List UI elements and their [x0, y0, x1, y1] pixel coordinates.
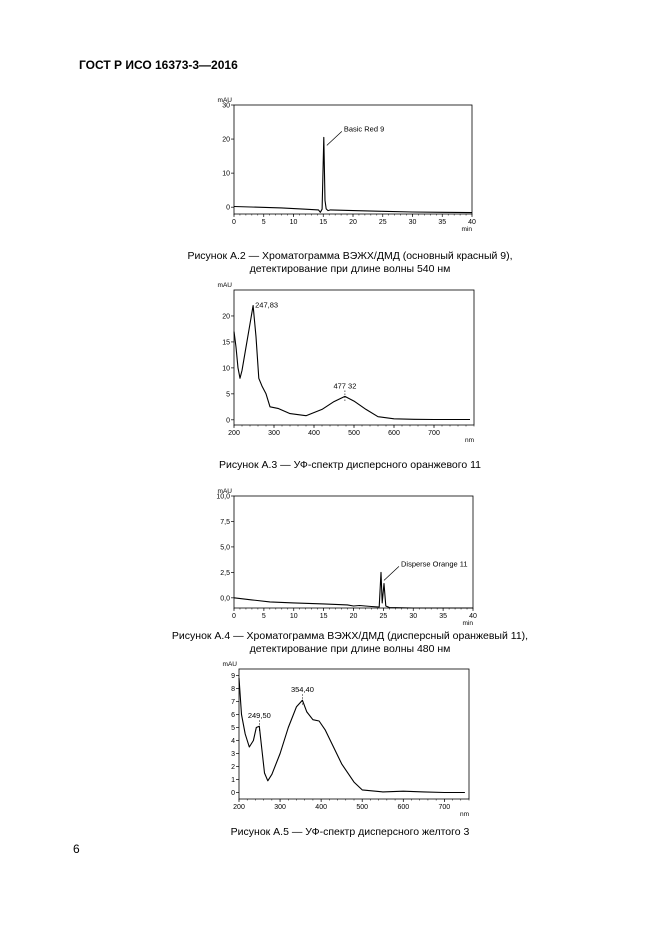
- x-axis-unit: min: [461, 226, 472, 233]
- caption-figure-a5: [100, 826, 600, 839]
- x-tick-label: 15: [319, 219, 328, 226]
- x-tick-label: 700: [428, 430, 440, 437]
- x-tick-label: 0: [232, 219, 236, 226]
- x-tick-label: 300: [274, 804, 286, 811]
- x-tick-label: 300: [268, 430, 280, 437]
- x-tick-label: 10: [289, 613, 298, 620]
- x-axis-unit: nm: [459, 811, 469, 818]
- y-tick-label: 9: [231, 673, 235, 680]
- x-tick-label: 500: [348, 430, 360, 437]
- y-tick-label: 0: [226, 204, 230, 212]
- x-tick-label: 200: [228, 430, 240, 437]
- caption-line: детектирование при длине волны 480 нм: [249, 643, 451, 655]
- caption-line: Рисунок А.2 — Хроматограмма ВЭЖХ/ДМД (основный красный 9),: [187, 250, 513, 262]
- peak-label: 249,50: [247, 711, 271, 721]
- peak-label: 247,83: [255, 300, 279, 310]
- x-tick-label: 35: [438, 219, 447, 226]
- peak-label: Basic Red 9: [343, 124, 385, 134]
- x-tick-label: 15: [319, 613, 328, 620]
- y-tick-label: 3: [231, 751, 235, 758]
- x-tick-label: 400: [308, 430, 320, 437]
- x-tick-label: 40: [468, 219, 476, 226]
- x-tick-label: 10: [289, 219, 298, 226]
- y-tick-label: 20: [222, 136, 230, 144]
- caption-line: детектирование при длине волны 540 нм: [249, 263, 451, 275]
- y-tick-label: 20: [222, 313, 230, 321]
- x-tick-label: 600: [388, 430, 400, 437]
- caption-line: Рисунок А.5 — УФ-спектр дисперсного желтого 3: [230, 826, 470, 838]
- x-tick-label: 25: [379, 613, 388, 620]
- y-tick-label: 1: [231, 777, 235, 784]
- x-tick-label: 30: [408, 219, 417, 226]
- x-tick-label: 200: [233, 804, 245, 811]
- y-tick-label: 2,5: [220, 569, 230, 577]
- y-axis-unit: mAU: [222, 661, 237, 668]
- page-number: 6: [73, 842, 80, 856]
- x-tick-label: 40: [469, 613, 477, 620]
- x-tick-label: 5: [261, 219, 266, 226]
- y-tick-label: 0: [226, 417, 230, 425]
- y-tick-label: 10: [222, 170, 230, 178]
- y-axis-unit: mAU: [217, 97, 232, 104]
- y-tick-label: 30: [222, 102, 230, 110]
- y-tick-label: 5: [231, 725, 235, 732]
- x-tick-label: 35: [439, 613, 448, 620]
- x-axis-unit: min: [462, 620, 473, 627]
- y-tick-label: 10,0: [216, 493, 230, 501]
- y-tick-label: 5,0: [220, 544, 230, 552]
- x-tick-label: 500: [356, 804, 369, 811]
- y-tick-label: 6: [231, 712, 235, 719]
- x-tick-label: 600: [397, 804, 410, 811]
- caption-line: Рисунок А.4 — Хроматограмма ВЭЖХ/ДМД (дисперсный оранжевый 11),: [171, 630, 529, 642]
- x-tick-label: 400: [315, 804, 327, 811]
- x-tick-label: 0: [232, 613, 236, 620]
- y-tick-label: 10: [222, 365, 230, 373]
- y-axis-unit: mAU: [217, 488, 232, 495]
- caption-line: Рисунок А.3 — УФ-спектр дисперсного оранжевого 11: [218, 459, 482, 471]
- x-tick-label: 20: [349, 219, 357, 226]
- y-tick-label: 5: [226, 391, 230, 399]
- x-axis-unit: nm: [464, 437, 474, 444]
- y-tick-label: 2: [231, 764, 235, 771]
- peak-label: 354,40: [290, 685, 314, 695]
- y-tick-label: 8: [231, 686, 235, 693]
- plot-frame: [239, 669, 469, 799]
- x-tick-label: 5: [261, 613, 266, 620]
- y-tick-label: 15: [222, 339, 230, 347]
- y-tick-label: 0,0: [220, 595, 230, 603]
- peak-label: Disperse Orange 11: [400, 559, 468, 569]
- document-header: ГОСТ Р ИСО 16373-3—2016: [79, 58, 238, 72]
- y-tick-label: 7,5: [220, 518, 230, 526]
- y-axis-unit: mAU: [217, 282, 232, 289]
- x-tick-label: 30: [409, 613, 418, 620]
- peak-label: 477 32: [333, 381, 357, 391]
- series-line: [239, 678, 465, 792]
- x-tick-label: 700: [438, 804, 451, 811]
- x-tick-label: 25: [378, 219, 387, 226]
- x-tick-label: 20: [349, 613, 358, 620]
- y-tick-label: 0: [231, 790, 235, 797]
- y-tick-label: 7: [231, 699, 235, 706]
- y-tick-label: 4: [231, 738, 235, 745]
